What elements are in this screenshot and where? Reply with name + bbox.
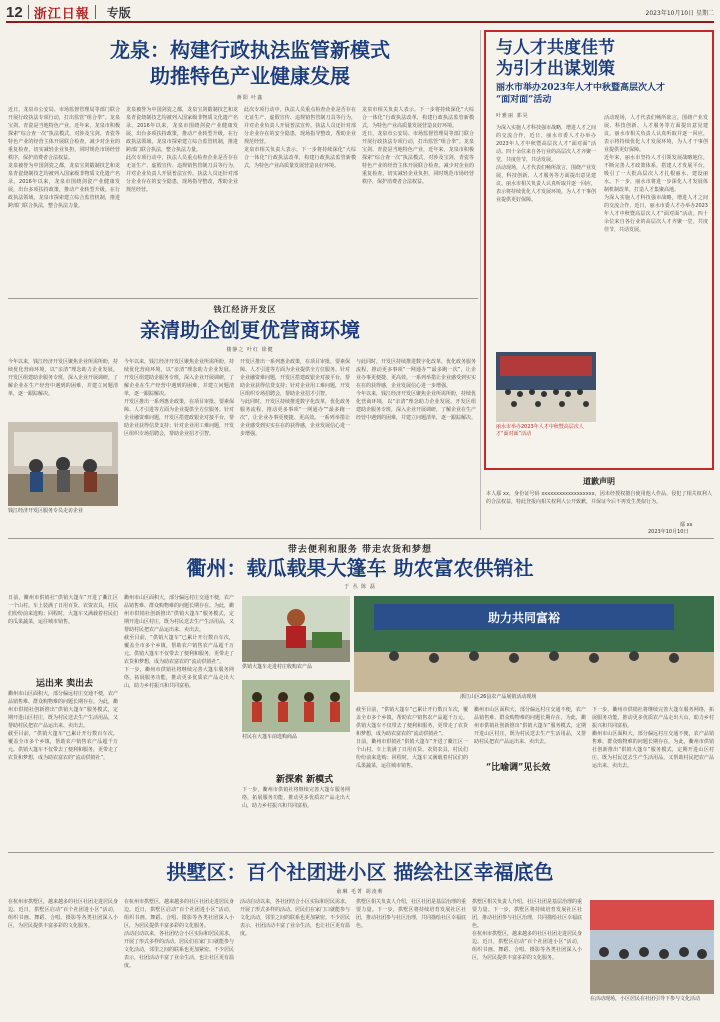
box-paragraph: 活动现场，人才代表们畅所欲言，围绕产业发展、科技创新、人才服务等方面提出意见建议。丽水市相关负责人认真听取并逐一回应，表示将持续优化人才发展环境，为人才干事创业提供更好保障。: [604, 115, 708, 153]
article4-paragraph: 在杭州市拱墅区，越来越多的社区社团走进居民身边。近日，拱墅区启动“百个社团进小区”活动，组织书画、舞蹈、合唱、摄影等各类社团深入小区，为居民提供丰富多彩的文化服务。: [124, 899, 234, 929]
box-subtitle-line1: 丽水市举办2023年人才中秋暨高层次人才: [496, 83, 666, 93]
article2-column: [356, 358, 476, 518]
article4-column: [240, 898, 350, 1018]
article2-paragraph: 与此同时，开发区持续推进数字化改革，优化政务服务流程，推动更多事项“一网通办”“最多跑一次”，让企业办事更便捷、更高效。一系列举措让企业感受到实实在在的获得感，企业发展信心进一步增强。: [240, 399, 350, 437]
article4-photo: [590, 900, 714, 994]
masthead-divider: [95, 5, 96, 19]
article2-byline: 楼静之 叶红 徐健: [226, 347, 274, 353]
article1-paragraph: 龙泉被誉为中国剑瓷之都，龙泉宝剑锻制技艺和龙泉青瓷烧制技艺均被列入国家级非物质文化遗产名录。2016年以来，龙泉市围绕剑瓷产业健康发展，出台多项扶持政策，推动产业转型升级。在行政执法领域，龙泉市探索建立综合监管机制，推进跨部门联合执法，整合执法力量。: [126, 107, 238, 153]
notice-signer: 鄢 xx: [680, 522, 693, 528]
article3-paragraph: 截至目前，“供销大篷车”已累计开行数百车次，覆盖全市多个乡镇，帮助农户销售农产品超千万元。供销大篷车不仅带去了便利和服务，更带走了农货和梦想，成为助农富农的“流动供销社”。: [124, 635, 234, 665]
article4-photo-caption: 在活动现场，小区居民在社团引导下参与文化活动: [590, 996, 701, 1002]
box-headline-line1: 与人才共度佳节: [496, 38, 615, 58]
article3-column: [124, 594, 234, 848]
article2-photo: [8, 422, 118, 506]
article3-paragraph: 下一步，衢州市供销社将继续完善大篷车服务网络，拓展服务功能，推动更多优质农产品走出大山，助力乡村振兴和共同富裕。: [592, 707, 714, 729]
issue-date: 2023年10月10日 星期二: [645, 10, 714, 17]
box-photo-caption: 丽水市举办2023年人才中秋暨高层次人才“面对面”活动: [496, 424, 584, 437]
article3-paragraph: 截至目前，“供销大篷车”已累计开行数百车次，覆盖全市多个乡镇，帮助农户销售农产品超千万元。供销大篷车不仅带去了便利和服务，更带走了农货和梦想，成为助农富农的“流动供销社”。: [356, 707, 468, 737]
box-headline-line2: 为引才出谋划策: [496, 59, 615, 79]
article2-paragraph: 今年以来，钱江经济开发区聚焦企业所需所盼，持续优化营商环境，以“亲清”理念助力企业发展。开发区组建助企服务专班，深入企业开展调研，了解企业在生产经营中遇到的困难，并建立问题清单，逐一跟踪解决。: [124, 359, 234, 397]
article4-column: [124, 898, 234, 1018]
box-paragraph: 活动现场，人才代表们畅所欲言，围绕产业发展、科技创新、人才服务等方面提出意见建议。丽水市相关负责人认真听取并逐一回应，表示将持续优化人才发展环境，为人才干事创业提供更好保障。: [496, 165, 596, 203]
article3-headline: 衢州：载瓜载果大篷车 助农富农供销社: [186, 556, 534, 580]
article4-paragraph: 在杭州市拱墅区，越来越多的社区社团走进居民身边。近日，拱墅区启动“百个社团进小区”活动，组织书画、舞蹈、合唱、摄影等各类社团深入小区，为居民提供丰富多彩的文化服务。: [8, 899, 118, 929]
masthead: [6, 3, 714, 23]
article3-subhead: 运出来 卖出去: [36, 679, 94, 689]
article4-column: [8, 898, 118, 1018]
article1-headline-line2: 助推特色产业健康发展: [150, 64, 350, 88]
article1-column: [362, 106, 474, 292]
article1-byline: 蒋阳 叶鑫: [236, 95, 264, 101]
section-divider: [8, 538, 714, 539]
article2-paragraph: 今年以来，钱江经济开发区聚焦企业所需所盼，持续优化营商环境，以“亲清”理念助力企业发展。开发区组建助企服务专班，深入企业开展调研，了解企业在生产经营中遇到的困难，并建立问题清单，逐一跟踪解决。: [8, 359, 118, 397]
article1-paragraph: 近日，龙泉市公安局、市场监督管理局等部门联合开展行政执法专项行动，打出监管“组合拳”。龙泉宝剑、青瓷是当地特色产业，近年来，龙泉市积极探索“综合查一次”执法模式，对涉及宝剑、青瓷等特色产业的经营主体开展联合检查，减少对企业的重复检查，切实减轻企业负担，同时规范市场经营秩序，保护消费者合法权益。: [362, 131, 474, 185]
edition-label: 专版: [106, 5, 131, 20]
box-byline: 叶雅丽 郭昊: [496, 113, 529, 119]
article3-photo-caption: 供销大篷车走进村庄收购农产品: [242, 664, 313, 670]
article4-paragraph: 活动启动以来，各社团结合小区实际和居民需求，开展了形式多样的活动。居民们在家门口就能参与文化活动，邻里之间的联系也更加紧密。不少居民表示，社团活动丰富了业余生活，也让社区更有温度。: [124, 931, 234, 969]
article3-paragraph: 衢州市山区面积大，部分偏远村庄交通不便，农产品销售难、群众购物难的问题长期存在。为此，衢州市供销社创新推出“供销大篷车”服务模式，定期开进山区村庄，既为村民送去生产生活用品，又帮助村民把农产品运出来、卖出去。: [8, 691, 118, 729]
article2-column: [240, 358, 350, 518]
article2-paragraph: 与此同时，开发区持续推进数字化改革，优化政务服务流程，推动更多事项“一网通办”“最多跑一次”，让企业办事更便捷、更高效。一系列举措让企业感受到实实在在的获得感，企业发展信心进一步增强。: [356, 359, 476, 389]
article3-photo-villagers: [242, 680, 350, 732]
article2-column: [8, 358, 118, 418]
article1-paragraph: 此次专项行动中，执法人员重点检查企业是否存在无证生产、虚假宣传、违规销售管制刀具等行为，并对企业负责人开展普法宣传。执法人员还针对部分企业存在的安全隐患，现场指导整改，帮助企业规范经营。: [244, 107, 356, 145]
article3-paragraph: 截至目前，“供销大篷车”已累计开行数百车次，覆盖全市多个乡镇，帮助农户销售农产品超千万元。供销大篷车不仅带去了便利和服务，更带走了农货和梦想，成为助农富农的“流动供销社”。: [8, 731, 118, 761]
page-number: 12: [6, 3, 23, 21]
article2-column: [124, 358, 234, 518]
article4-headline: 拱墅区：百个社团进小区 描绘社区幸福底色: [166, 860, 554, 884]
article3-photo-caption: 村民在大篷车前选购商品: [242, 734, 298, 740]
article2-paragraph: 今年以来，钱江经济开发区聚焦企业所需所盼，持续优化营商环境，以“亲清”理念助力企业发展。开发区组建助企服务专班，深入企业开展调研，了解企业在生产经营中遇到的困难，并建立问题清单，逐一跟踪解决。: [356, 391, 476, 421]
column-divider: [480, 30, 481, 530]
box-paragraph: 为深入实施人才科技强市战略，增进人才之间的交流合作，近日，丽水市委人才办举办2023年人才中秋暨高层次人才“面对面”活动。四十余位来自各行业的高层次人才齐聚一堂，共度佳节，共话发展。: [604, 195, 708, 233]
article1-paragraph: 龙泉被誉为中国剑瓷之都，龙泉宝剑锻制技艺和龙泉青瓷烧制技艺均被列入国家级非物质文化遗产名录。2016年以来，龙泉市围绕剑瓷产业健康发展，出台多项扶持政策，推动产业转型升级。在行政执法领域，龙泉市探索建立综合监管机制，推进跨部门联合执法，整合执法力量。: [8, 163, 120, 209]
article2-paragraph: 开发区推出一系列惠企政策，在项目审批、要素保障、人才引进等方面为企业提供全方位服务。针对企业融资难问题，开发区搭建政银企对接平台，帮助企业获得信贷支持；针对企业用工难问题，开发区组织专场招聘会，帮助企业招才引智。: [240, 359, 350, 397]
paper-name: 浙江日報: [33, 6, 90, 22]
article3-byline: 于 丛 陈 磊: [344, 584, 376, 590]
notice-title: 道歉声明: [583, 477, 615, 486]
article4-column: [472, 898, 582, 1018]
article3-paragraph: 日前，衢州市供销社“供销大篷车”开进了衢江区一个山村。车上装满了日用百货、农资农具，村民们纷纷前来选购；回程时，大篷车又满载着村民们的瓜果蔬菜，运往城市销售。: [356, 739, 468, 769]
article3-kicker: 带去便利和服务 带走农货和梦想: [287, 545, 433, 555]
article1-column: [126, 106, 238, 292]
article2-photo-caption: 钱江经济开发区服务专员走访企业: [8, 508, 84, 514]
box-paragraph: 近年来，丽水市坚持人才引领发展战略地位，不断完善人才政策体系，搭建人才发展平台，吸引了一大批高层次人才扎根丽水、建设丽水。下一步，丽水市将进一步深化人才发展体制机制改革，打造人才集聚高地。: [604, 155, 708, 193]
article2-headline: 亲清助企创更优营商环境: [140, 318, 360, 342]
article1-column: [8, 106, 120, 292]
box-photo: [496, 352, 596, 422]
article3-column: [356, 706, 468, 848]
article3-paragraph: 日前，衢州市供销社“供销大篷车”开进了衢江区一个山村。车上装满了日用百货、农资农具，村民们纷纷前来选购；回程时，大篷车又满载着村民们的瓜果蔬菜，运往城市销售。: [8, 595, 118, 625]
box-column: [604, 114, 708, 464]
article3-photo-truck: [242, 596, 350, 662]
article1-paragraph: 近日，龙泉市公安局、市场监督管理局等部门联合开展行政执法专项行动，打出监管“组合拳”。龙泉宝剑、青瓷是当地特色产业，近年来，龙泉市积极探索“综合查一次”执法模式，对涉及宝剑、青瓷等特色产业的经营主体开展联合检查，减少对企业的重复检查，切实减轻企业负担，同时规范市场经营秩序，保护消费者合法权益。: [8, 107, 120, 161]
article4-column: [356, 898, 466, 1018]
article3-paragraph: 下一步，衢州市供销社将继续完善大篷车服务网络，拓展服务功能，推动更多优质农产品走出大山，助力乡村振兴和共同富裕。: [124, 667, 234, 689]
article4-paragraph: 拱墅区相关负责人介绍，社区社团是基层治理的重要力量。下一步，拱墅区将持续培育发展社区社团，推动社团参与社区治理，共同描绘社区幸福底色。: [356, 899, 466, 929]
article2-kicker: 钱江经济开发区: [213, 305, 277, 314]
article3-column: [8, 690, 118, 850]
notice-body: 本人鄢 xx，身份证号码 xxxxxxxxxxxxxxxxxx，因未经授权擅自使用他人作品，侵犯了相关权利人的合法权益，特此登报向相关权利人公开致歉，并保证今后不再发生类似行为。: [486, 491, 712, 505]
article4-paragraph: 在杭州市拱墅区，越来越多的社区社团走进居民身边。近日，拱墅区启动“百个社团进小区”活动，组织书画、舞蹈、合唱、摄影等各类社团深入小区，为居民提供丰富多彩的文化服务。: [472, 931, 582, 961]
article3-paragraph: 衢州市山区面积大，部分偏远村庄交通不便，农产品销售难、群众购物难的问题长期存在。为此，衢州市供销社创新推出“供销大篷车”服务模式，定期开进山区村庄，既为村民送去生产生活用品，又帮助村民把农产品运出来、卖出去。: [474, 707, 586, 745]
article3-paragraph: 衢州市山区面积大，部分偏远村庄交通不便，农产品销售难、群众购物难的问题长期存在。为此，衢州市供销社创新推出“供销大篷车”服务模式，定期开进山区村庄，既为村民送去生产生活用品，又帮助村民把农产品运出来、卖出去。: [124, 595, 234, 633]
article1-headline-line1: 龙泉：构建行政执法监管新模式: [110, 38, 390, 62]
article3-column: [8, 594, 118, 674]
article4-paragraph: 拱墅区相关负责人介绍，社区社团是基层治理的重要力量。下一步，拱墅区将持续培育发展社区社团，推动社团参与社区治理，共同描绘社区幸福底色。: [472, 899, 582, 929]
article4-byline: 俞琳 毛菁 胡凌莉: [336, 889, 384, 895]
article1-paragraph: 龙泉市相关负责人表示，下一步将持续深化“大综合一体化”行政执法改革，构建行政执法监管新模式，为特色产业高质量发展营造良好环境。: [362, 107, 474, 129]
article3-column: [592, 706, 714, 848]
article3-paragraph: 下一步，衢州市供销社将继续完善大篷车服务网络，拓展服务功能，推动更多优质农产品走出大山，助力乡村振兴和共同富裕。: [242, 787, 350, 809]
article3-column: [474, 706, 586, 848]
article4-paragraph: 活动启动以来，各社团结合小区实际和居民需求，开展了形式多样的活动。居民们在家门口就能参与文化活动，邻里之间的联系也更加紧密。不少居民表示，社团活动丰富了业余生活，也让社区更有温度。: [240, 899, 350, 937]
article3-photo-caption: 浙江山区26县农产品展销活动现场: [460, 694, 537, 700]
article3-column: [242, 786, 350, 848]
notice-date: 2023年10月10日: [648, 529, 689, 535]
box-paragraph: 为深入实施人才科技强市战略，增进人才之间的交流合作，近日，丽水市委人才办举办2023年人才中秋暨高层次人才“面对面”活动。四十余位来自各行业的高层次人才齐聚一堂，共度佳节，共话发展。: [496, 125, 596, 163]
article3-subhead: 新探索 新模式: [276, 775, 334, 785]
article1-paragraph: 龙泉市相关负责人表示，下一步将持续深化“大综合一体化”行政执法改革，构建行政执法监管新模式，为特色产业高质量发展营造良好环境。: [244, 147, 356, 169]
section-divider: [8, 298, 478, 299]
masthead-divider: [28, 5, 29, 19]
article2-paragraph: 开发区推出一系列惠企政策，在项目审批、要素保障、人才引进等方面为企业提供全方位服务。针对企业融资难问题，开发区搭建政银企对接平台，帮助企业获得信贷支持；针对企业用工难问题，开发区组织专场招聘会，帮助企业招才引智。: [124, 399, 234, 437]
article3-subhead: “比喻调”见长效: [486, 763, 551, 773]
box-column: [496, 124, 596, 346]
banner-text: 助力共同富裕: [487, 611, 560, 625]
article1-paragraph: 此次专项行动中，执法人员重点检查企业是否存在无证生产、虚假宣传、违规销售管制刀具等行为，并对企业负责人开展普法宣传。执法人员还针对部分企业存在的安全隐患，现场指导整改，帮助企业规范经营。: [126, 155, 238, 193]
box-subtitle-line2: “面对面”活动: [496, 95, 552, 105]
article1-column: [244, 106, 356, 292]
article3-paragraph: 衢州市山区面积大，部分偏远村庄交通不便，农产品销售难、群众购物难的问题长期存在。为此，衢州市供销社创新推出“供销大篷车”服务模式，定期开进山区村庄，既为村民送去生产生活用品，又帮助村民把农产品运出来、卖出去。: [592, 731, 714, 769]
article3-photo-banner: [354, 596, 714, 692]
section-divider: [8, 852, 714, 853]
